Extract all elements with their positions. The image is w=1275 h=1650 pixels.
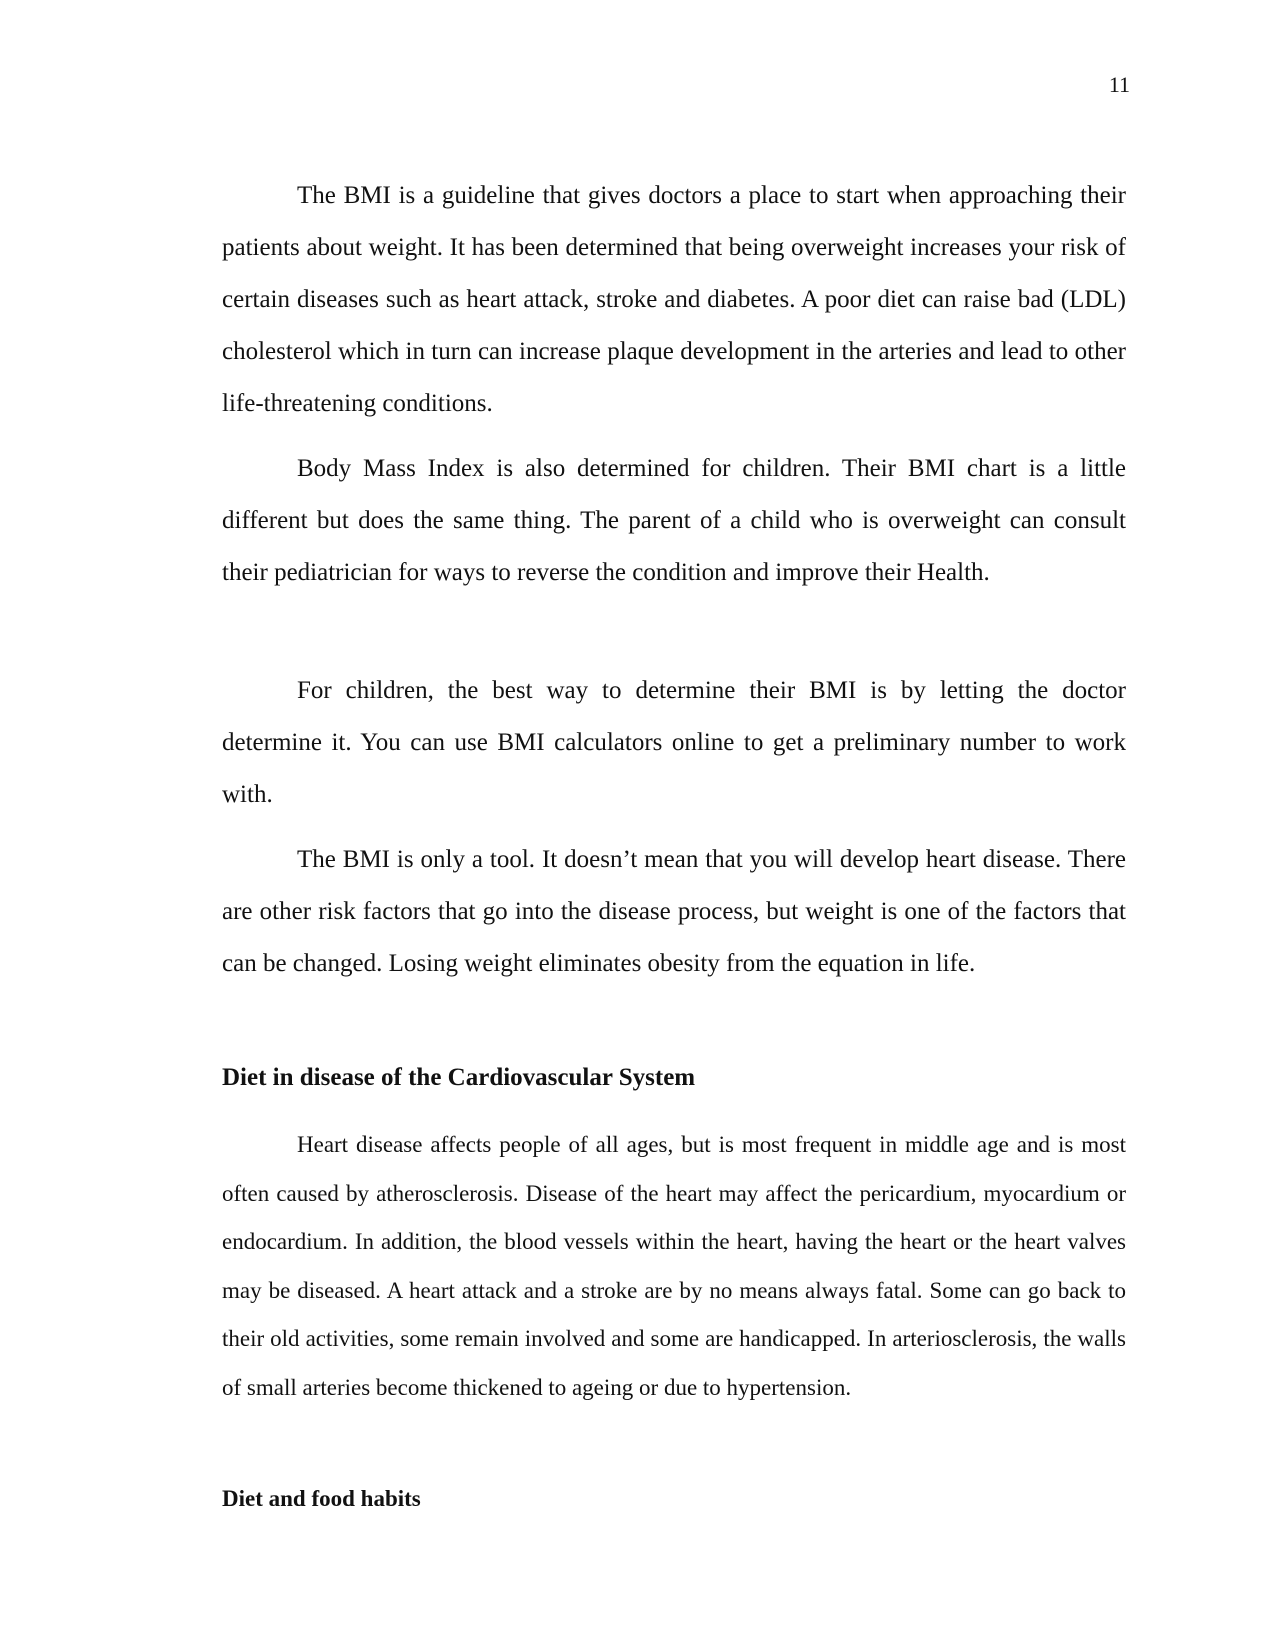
paragraph-bmi-guideline: The BMI is a guideline that gives doctors a place to start when approaching their patients about weight. It has been determined that being overweight increases your risk of certain diseases such as heart attack, stroke and diabetes. A poor diet can raise bad (LDL) cholesterol which in turn can increase plaque development in the arteries and lead to other life-threatening conditions. [222, 182, 1126, 417]
section-heading-cardiovascular: Diet in disease of the Cardiovascular System [222, 1064, 696, 1091]
paragraph-bmi-doctor: For children, the best way to determine their BMI is by letting the doctor determine it. You can use BMI calculators online to get a preliminary number to work with. [222, 677, 1126, 808]
paragraph-bmi-children: Body Mass Index is also determined for children. Their BMI chart is a little different but does the same thing. The parent of a child who is overweight can consult their pediatrician for ways to reverse the condition and improve their Health. [222, 455, 1126, 586]
section-heading-food-habits: Diet and food habits [222, 1486, 421, 1511]
paragraph-bmi-tool: The BMI is only a tool. It doesn’t mean that you will develop heart disease. There are other risk factors that go into the disease process, but weight is one of the factors that can be changed. Losing weight eliminates obesity from the equation in life. [222, 846, 1126, 977]
paragraph-heart-disease: Heart disease affects people of all ages, but is most frequent in middle age and is most often caused by atherosclerosis. Disease of the heart may affect the pericardium, myocardium or endocardium. In addition, the blood vessels within the heart, having the heart or the heart valves may be diseased. A heart attack and a stroke are by no means always fatal. Some can go back to their old activities, some remain involved and some are handicapped. In arteriosclerosis, the walls of small arteries become thickened to ageing or due to hypertension. [222, 1132, 1126, 1400]
page-number: 11 [1108, 72, 1130, 97]
